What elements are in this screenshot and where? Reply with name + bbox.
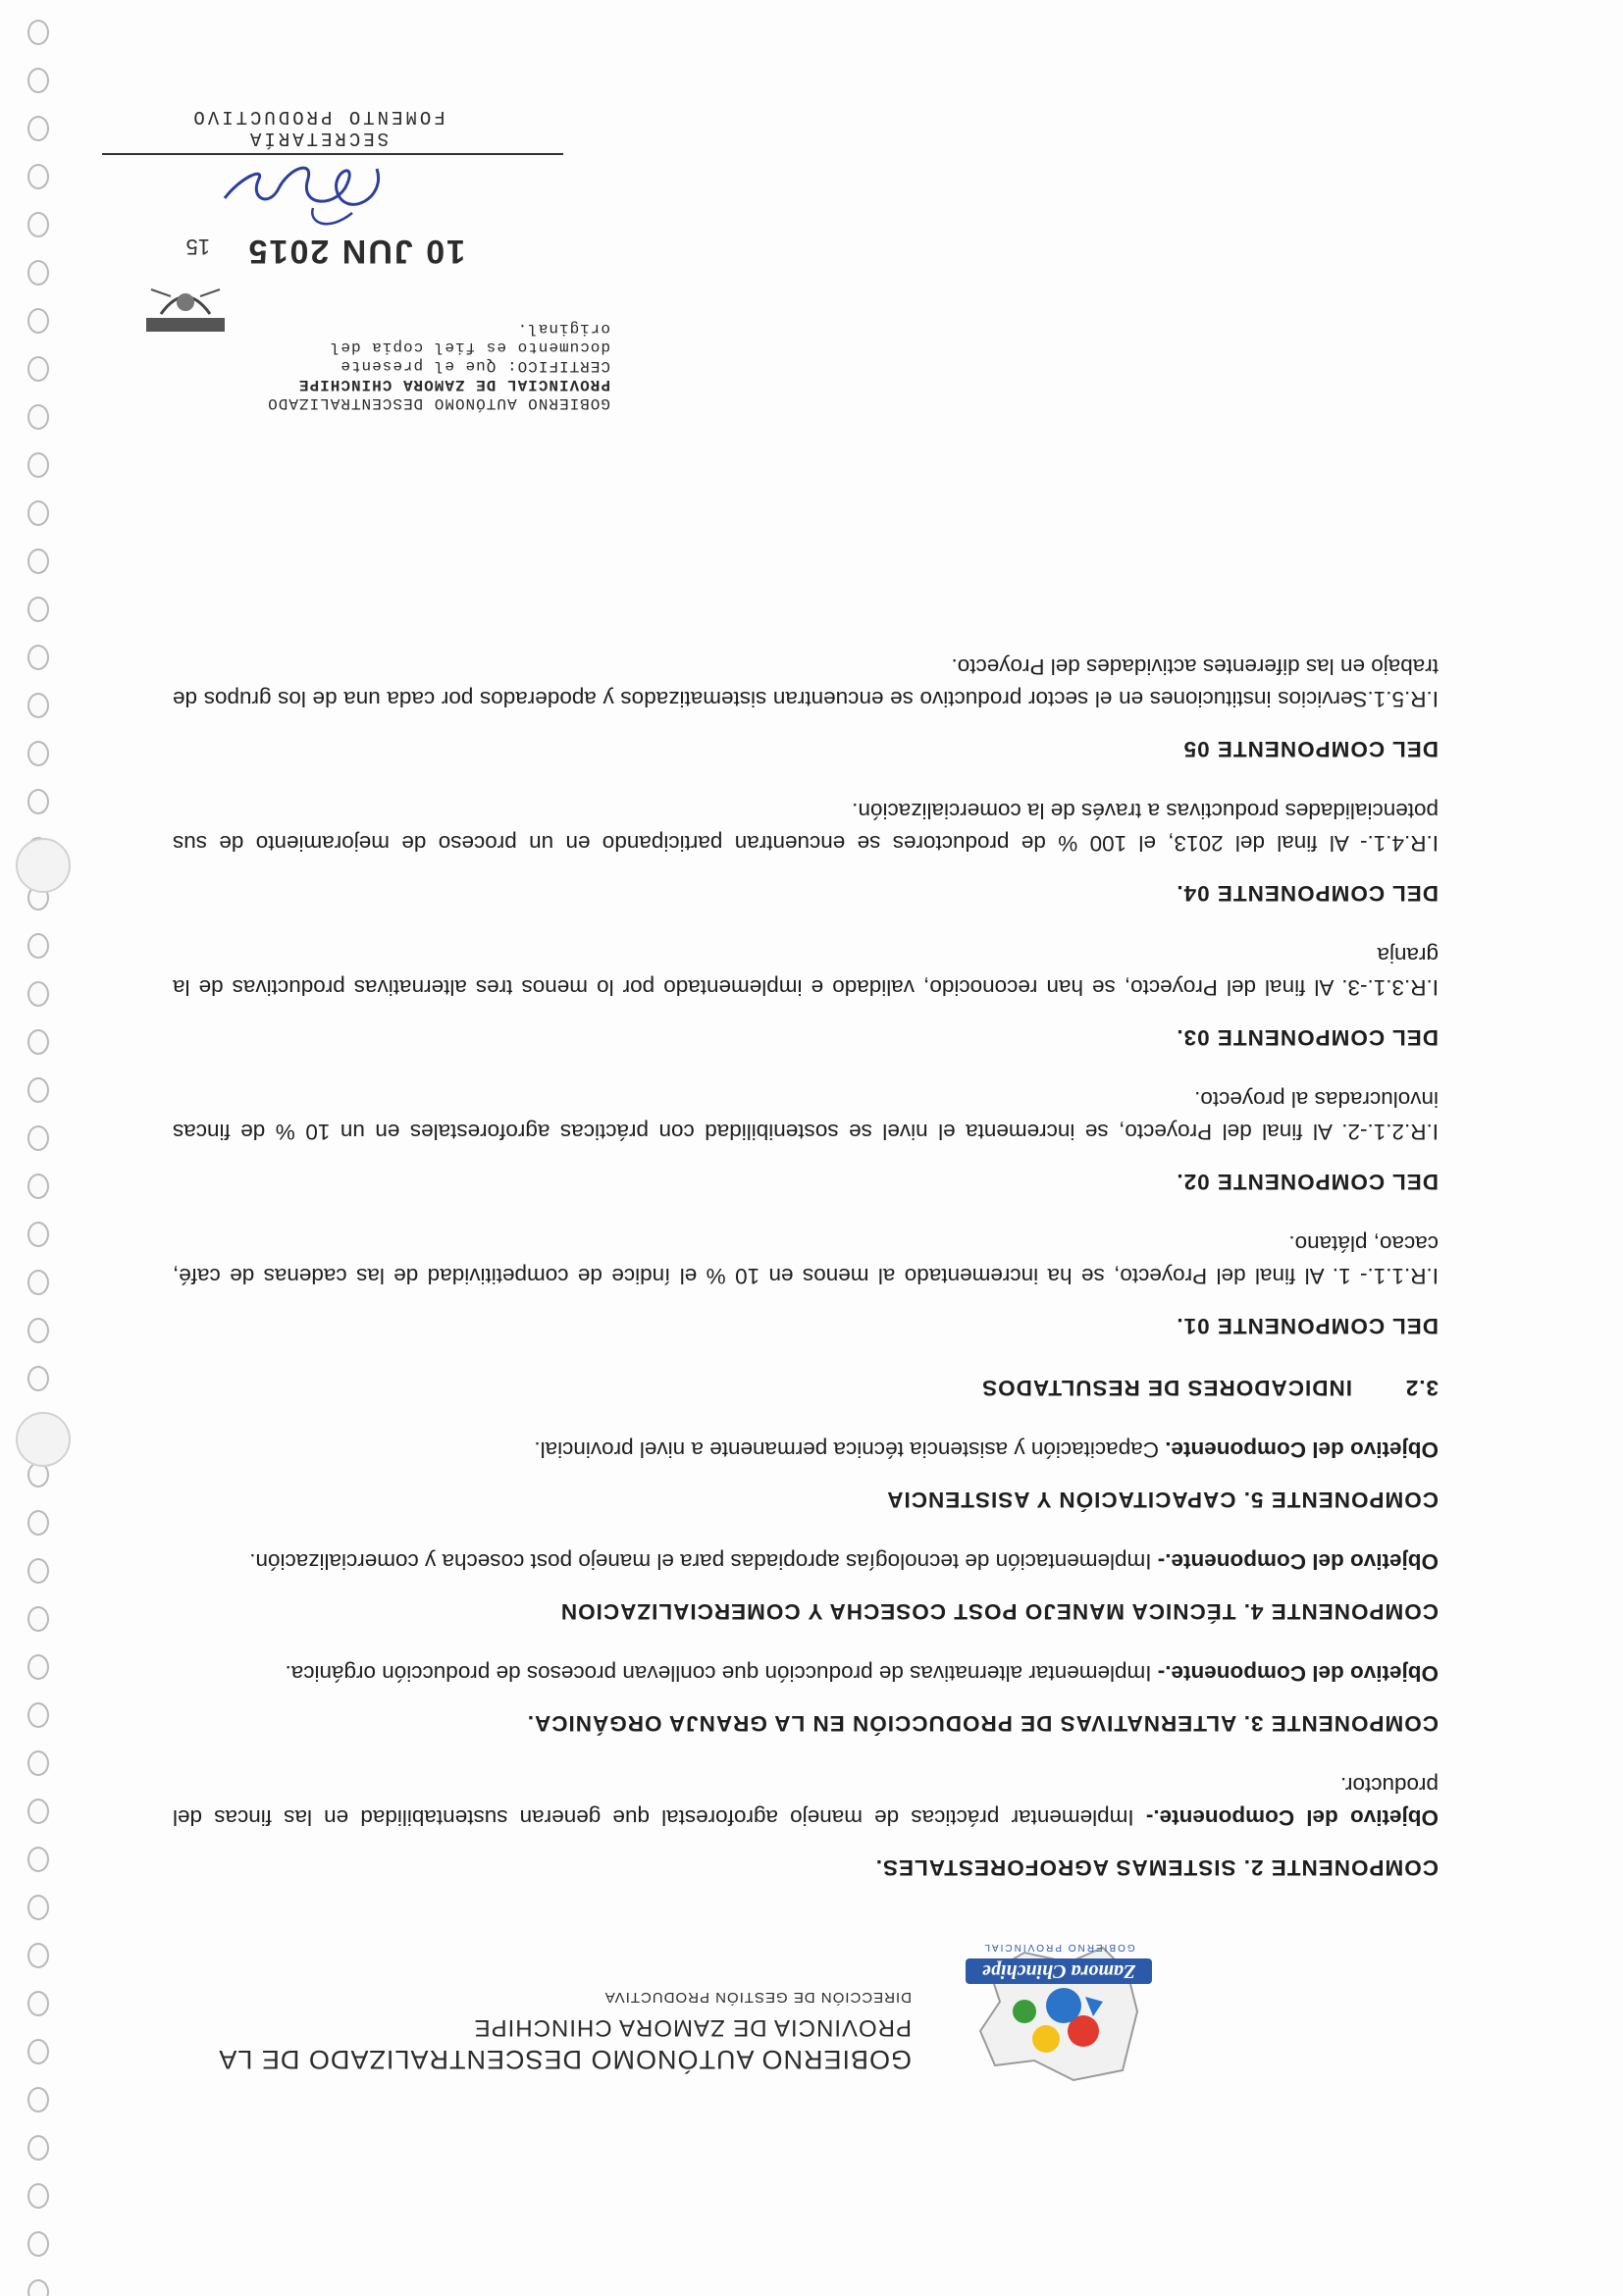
component-objective	[173, 1769, 1439, 1834]
indicator-heading: DEL COMPONENTE 05	[1182, 737, 1439, 761]
objective-label: Objetivo del Componente.	[1165, 1437, 1439, 1462]
objective-text: Implementación de tecnologías apropiadas para el manejo post cosecha y comercialización.	[249, 1549, 1152, 1574]
punch-hole	[16, 1412, 71, 1467]
component-heading: COMPONENTE 2. SISTEMAS AGROFORESTALES.	[874, 1855, 1439, 1880]
office-line: FOMENTO PRODUCTIVO	[190, 106, 445, 128]
objective-label: Objetivo del Componente.-	[1157, 1661, 1439, 1686]
indicator-text: I.R.2.1.-2. Al final del Proyecto, se incrementa el nivel se sostenibilidad con prácticas agroforestales en un 10 % de fincas involucradas al proyecto.	[173, 1087, 1439, 1144]
document-body	[173, 651, 1439, 1884]
component-objective	[173, 1657, 1439, 1690]
indicator-text: I.R.1.1.- 1. Al final del Proyecto, se ha incrementado al menos en 10 % el índice de competitividad de las cadenas de café, cacao, plátano.	[173, 1231, 1439, 1288]
provincial-logo	[956, 1933, 1162, 2090]
document-header	[131, 1923, 1162, 2090]
indicator-heading: DEL COMPONENTE 02.	[1176, 1170, 1439, 1194]
indicators-heading	[173, 1372, 1439, 1404]
indicator-text: I.R.3.1.-3. Al final del Proyecto, se han reconocido, validado e implementado por lo menos tres alternativas productivas de la granja	[173, 943, 1439, 1000]
section-number: 3.2	[1404, 1376, 1439, 1400]
objective-text: Capacitación y asistencia técnica permanente a nivel provincial.	[534, 1437, 1159, 1462]
objective-label: Objetivo del Componente.-	[1157, 1549, 1439, 1574]
logo-subtitle: GOBIERNO PROVINCIAL	[982, 1942, 1135, 1953]
indicator-heading: DEL COMPONENTE 01.	[1176, 1314, 1439, 1338]
org-name-line1: GOBIERNO AUTÓNOMO DESCENTRALIZADO DE LA	[218, 2045, 912, 2074]
objective-text: Implementar prácticas de manejo agroforestal que generan sustentabilidad en las fincas del productor.	[172, 1773, 1439, 1830]
office-line: SECRETARÍA	[246, 128, 390, 149]
logo-title: Zamora Chinchipe	[981, 1960, 1136, 1982]
cert-line: GOBIERNO AUTÓNOMO DESCENTRALIZADO	[267, 394, 610, 412]
component-heading: COMPONENTE 4. TÉCNICA MANEJO POST COSECHA Y COMERCIALIZACION	[559, 1599, 1439, 1624]
org-name-line2: PROVINCIA DE ZAMORA CHINCHIPE	[473, 2014, 912, 2041]
component-heading: COMPONENTE 3. ALTERNATIVAS DE PRODUCCIÓN EN LA GRANJA ORGÁNICA.	[526, 1711, 1439, 1736]
punch-hole	[16, 838, 71, 893]
indicator-text: I.R.4.1.- Al final del 2013, el 100 % de productores se encuentran participando en un proceso de mejoramiento de sus potencialidades productivas a través de la comercialización.	[173, 799, 1439, 856]
objective-label: Objetivo del Componente.-	[1145, 1805, 1439, 1830]
indicator-heading: DEL COMPONENTE 03.	[1176, 1025, 1439, 1050]
component-objective	[173, 1434, 1439, 1466]
signature-line	[102, 153, 563, 155]
cert-line: documento es fiel copia del	[329, 339, 610, 356]
seal-emblem-icon	[141, 275, 230, 334]
objective-text: Implementar alternativas de producción que conllevan procesos de producción orgánica.	[285, 1661, 1152, 1686]
section-title: INDICADORES DE RESULTADOS	[981, 1376, 1352, 1400]
office-stamp	[112, 106, 524, 149]
component-heading: COMPONENTE 5. CAPACITACIÓN Y ASISTENCIA	[886, 1487, 1439, 1512]
component-objective	[173, 1545, 1439, 1578]
cert-line: original.	[516, 320, 610, 338]
indicator-text: I.R.5.1.Servicios instituciones en el sector productivo se encuentran sistematizados y apoderados por cada una de los grupos de trabajo en las diferentes actividades del Proyecto.	[173, 654, 1439, 711]
page-number: 15	[185, 235, 210, 259]
department-name: DIRECCIÓN DE GESTIÓN PRODUCTIVA	[603, 1989, 912, 2006]
cert-line: PROVINCIAL DE ZAMORA CHINCHIPE	[297, 376, 610, 393]
stamp-date: 10 JUN 2015	[246, 233, 465, 270]
cert-line: CERTIFICO: Que el presente	[340, 357, 610, 375]
indicator-heading: DEL COMPONENTE 04.	[1176, 881, 1439, 906]
